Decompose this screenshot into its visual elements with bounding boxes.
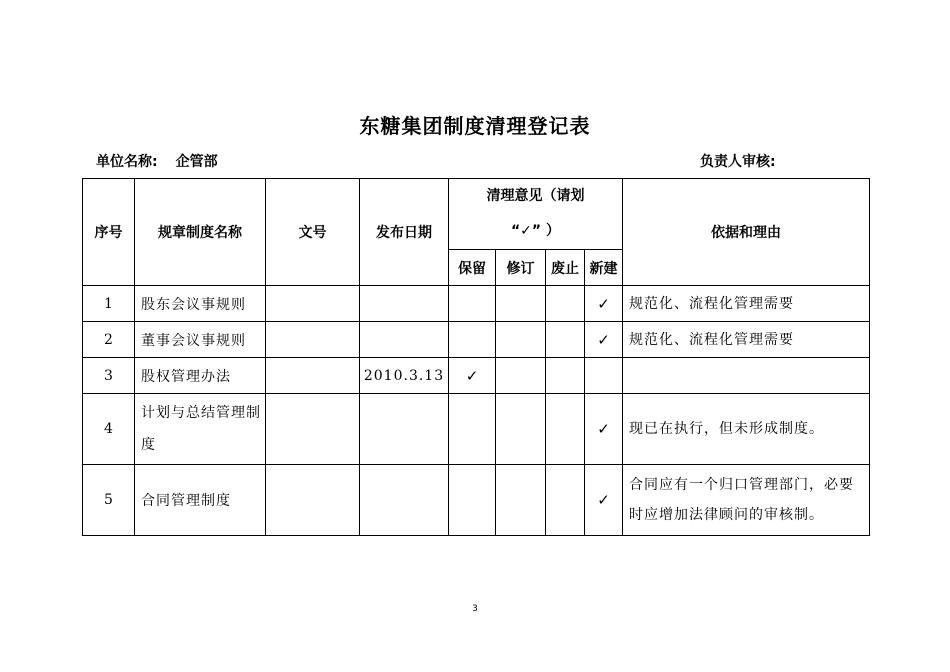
cell-abolish	[546, 322, 585, 358]
cell-keep	[449, 394, 496, 465]
cell-keep	[449, 322, 496, 358]
cell-abolish	[546, 394, 585, 465]
cell-revise	[496, 358, 546, 394]
responsible-review-label: 负责人审核:	[700, 154, 776, 170]
cell-abolish	[546, 286, 585, 322]
cell-date	[360, 394, 449, 465]
header-opinion-line2: “✓” ）	[510, 223, 560, 239]
table-row	[83, 465, 870, 536]
cell-revise	[496, 465, 546, 536]
cell-new: ✓	[585, 465, 623, 536]
header-new: 新建	[585, 250, 623, 286]
cell-seq: 5	[83, 465, 135, 536]
cell-date	[360, 465, 449, 536]
cell-reason	[623, 358, 870, 394]
cell-name: 股东会议事规则	[135, 286, 266, 322]
cell-doc-no	[266, 286, 360, 322]
cell-revise	[496, 394, 546, 465]
header-opinion-line1: 清理意见（请划	[486, 188, 585, 204]
cell-doc-no	[266, 358, 360, 394]
header-keep: 保留	[449, 250, 496, 286]
cell-reason: 规范化、流程化管理需要	[623, 322, 870, 358]
cell-abolish	[546, 358, 585, 394]
cell-new: ✓	[585, 394, 623, 465]
cell-reason: 合同应有一个归口管理部门，必要时应增加法律顾问的审核制。	[623, 465, 870, 536]
table-row	[83, 358, 870, 394]
cell-reason: 规范化、流程化管理需要	[623, 286, 870, 322]
header-reason: 依据和理由	[623, 179, 870, 286]
cell-name: 股权管理办法	[135, 358, 266, 394]
registration-table	[82, 178, 870, 536]
unit-line	[96, 151, 218, 171]
cell-date	[360, 322, 449, 358]
cell-name: 董事会议事规则	[135, 322, 266, 358]
header-opinion	[449, 179, 623, 250]
cell-revise	[496, 322, 546, 358]
unit-value: 企管部	[175, 154, 218, 170]
cell-name: 计划与总结管理制度	[135, 394, 266, 465]
cell-reason: 现已在执行，但未形成制度。	[623, 394, 870, 465]
cell-seq: 1	[83, 286, 135, 322]
cell-seq: 3	[83, 358, 135, 394]
cell-date	[360, 286, 449, 322]
cell-seq: 2	[83, 322, 135, 358]
cell-keep: ✓	[449, 358, 496, 394]
table-row	[83, 394, 870, 465]
header-abolish: 废止	[546, 250, 585, 286]
cell-date: 2010.3.13	[360, 358, 449, 394]
table-row	[83, 322, 870, 358]
header-revise: 修订	[496, 250, 546, 286]
header-name: 规章制度名称	[135, 179, 266, 286]
cell-new: ✓	[585, 286, 623, 322]
cell-new: ✓	[585, 322, 623, 358]
cell-keep	[449, 286, 496, 322]
cell-doc-no	[266, 465, 360, 536]
page-number: 3	[472, 604, 478, 614]
cell-doc-no	[266, 394, 360, 465]
cell-doc-no	[266, 322, 360, 358]
unit-label: 单位名称:	[96, 154, 158, 170]
cell-keep	[449, 465, 496, 536]
cell-seq: 4	[83, 394, 135, 465]
cell-revise	[496, 286, 546, 322]
header-doc-no: 文号	[266, 179, 360, 286]
cell-abolish	[546, 465, 585, 536]
table-row	[83, 286, 870, 322]
header-date: 发布日期	[360, 179, 449, 286]
cell-name: 合同管理制度	[135, 465, 266, 536]
document-title: 东糖集团制度清理登记表	[359, 114, 591, 138]
cell-new	[585, 358, 623, 394]
header-seq: 序号	[83, 179, 135, 286]
